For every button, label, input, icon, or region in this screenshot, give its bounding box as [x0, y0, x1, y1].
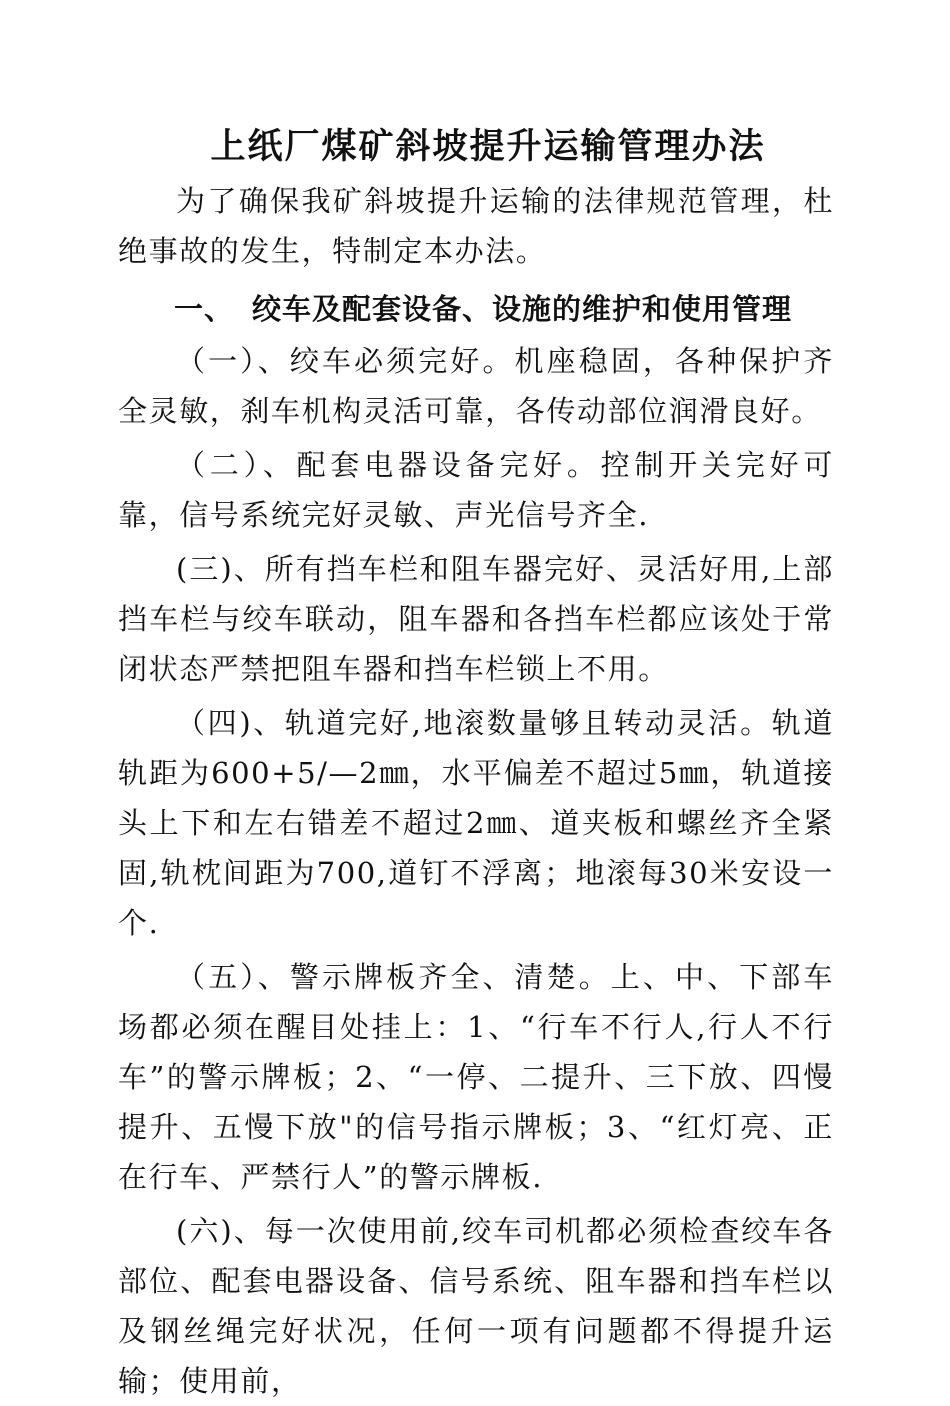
- section-heading: [118, 284, 834, 334]
- item-paragraph-1: （一）、绞车必须完好。机座稳固，各种保护齐全灵敏，刹车机构灵活可靠，各传动部位润滑良好。: [118, 344, 834, 428]
- item-paragraph-6: (六)、每一次使用前,绞车司机都必须检查绞车各部位、配套电器设备、信号系统、阻车器和挡车栏以及钢丝绳完好状况，任何一项有问题都不得提升运输；使用前，: [118, 1214, 834, 1398]
- document-title: 上纸厂煤矿斜坡提升运输管理办法: [210, 126, 766, 167]
- intro-paragraph: 为了确保我矿斜坡提升运输的法律规范管理，杜绝事故的发生，特制定本办法。: [118, 184, 834, 268]
- item-paragraph-3: (三)、所有挡车栏和阻车器完好、灵活好用,上部挡车栏与绞车联动，阻车器和各挡车栏都应该处于常闭状态严禁把阻车器和挡车栏锁上不用。: [118, 552, 834, 686]
- item-paragraph-4: （四)、轨道完好,地滚数量够且转动灵活。轨道轨距为600+5/—2㎜，水平偏差不超过5㎜，轨道接头上下和左右错差不超过2㎜、道夹板和螺丝齐全紧固,轨枕间距为700,道钉不浮离；地滚每30米安设一个.: [118, 706, 834, 940]
- item-paragraph-5: （五）、警示牌板齐全、清楚。上、中、下部车场都必须在醒目处挂上：1、“行车不行人,行人不行车”的警示牌板；2、“一停、二提升、三下放、四慢提升、五慢下放"的信号指示牌板；3、“红灯亮、正在行车、严禁行人”的警示牌板.: [118, 960, 834, 1194]
- document-page: [118, 118, 834, 1406]
- item-paragraph-2: （二）、配套电器设备完好。控制开关完好可靠，信号系统完好灵敏、声光信号齐全.: [118, 448, 834, 532]
- section-number: 一、: [174, 292, 235, 326]
- section-heading-text: 绞车及配套设备、设施的维护和使用管理: [252, 292, 793, 326]
